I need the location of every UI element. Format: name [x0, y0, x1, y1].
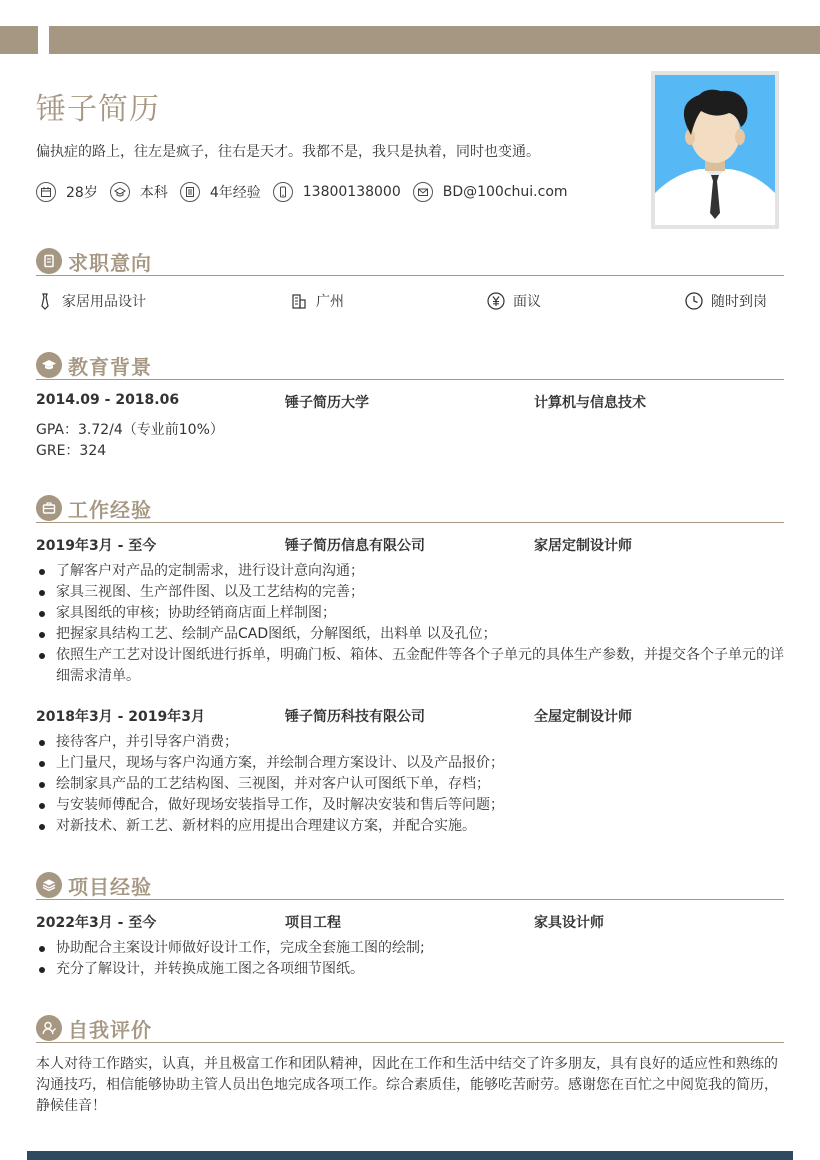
briefcase-icon: [36, 495, 62, 521]
education-period: 2014.09 - 2018.06: [36, 392, 180, 408]
self-evaluation-text: 本人对待工作踏实，认真，并且极富工作和团队精神，因此在工作和生活中结交了许多朋友，具有良好的适应性和熟练的沟通技巧，相信能够协助主管人员出色地完成各项工作。综合素质佳，能够吃苦耐劳。感谢您在百忙之中阅览我的简历，静候佳音！: [36, 1056, 778, 1114]
section-header-education: [36, 350, 784, 380]
intent-salary: [487, 291, 541, 311]
list-item: 与安装师傅配合，做好现场安装指导工作，及时解决安装和售后等问题；: [36, 795, 788, 816]
education-row: [36, 392, 784, 412]
document-icon: [180, 182, 200, 202]
person-icon: [36, 1015, 62, 1041]
section-header-project: [36, 870, 784, 900]
section-header-intent: [36, 246, 784, 276]
job-duties-list: [36, 732, 788, 837]
education-gpa: GPA：3.72/4（专业前10%）: [36, 422, 224, 438]
book-icon: [36, 248, 62, 274]
list-item: 家具图纸的审核；协助经销商店面上样制图；: [36, 603, 788, 624]
intent-city-text: 广州: [316, 294, 344, 310]
list-item: 协助配合主案设计师做好设计工作，完成全套施工图的绘制;: [36, 938, 788, 959]
job-role: 家居定制设计师: [534, 538, 632, 554]
job-period: 2019年3月 - 至今: [36, 538, 157, 554]
building-icon: [290, 292, 308, 310]
age-text: 28岁: [66, 185, 98, 201]
list-item: 接待客户，并引导客户消费；: [36, 732, 788, 753]
education-school: 锤子简历大学: [285, 395, 369, 411]
section-title-self: 自我评价: [68, 1018, 152, 1042]
resume-name: 锤子简历: [36, 92, 160, 127]
layers-icon: [36, 872, 62, 898]
intent-position: [36, 291, 146, 311]
job-role: 全屋定制设计师: [534, 709, 632, 725]
section-title-intent: 求职意向: [68, 251, 152, 275]
calendar-icon: [36, 182, 56, 202]
resume-motto: 偏执症的路上，往左是疯子，往右是天才。我都不是，我只是执着，同时也变通。: [36, 144, 540, 160]
degree-text: 本科: [139, 185, 168, 201]
profile-photo: [651, 71, 779, 229]
project-role: 家具设计师: [534, 915, 604, 931]
header-accent-left: [0, 26, 38, 54]
job-row: [36, 535, 784, 555]
intent-position-text: 家居用品设计: [62, 294, 146, 310]
phone-text: 13800138000: [302, 184, 401, 200]
intent-salary-text: 面议: [513, 294, 541, 310]
project-name: 项目工程: [285, 915, 341, 931]
email-text: BD@100chui.com: [442, 184, 568, 200]
education-gre: GRE：324: [36, 443, 107, 459]
yen-icon: [487, 292, 505, 310]
list-item: 了解客户对产品的定制需求，进行设计意向沟通；: [36, 561, 788, 582]
list-item: 上门量尺，现场与客户沟通方案，并绘制合理方案设计、以及产品报价；: [36, 753, 788, 774]
section-title-work: 工作经验: [68, 498, 152, 522]
list-item: 充分了解设计，并转换成施工图之各项细节图纸。: [36, 959, 788, 980]
job-period: 2018年3月 - 2019年3月: [36, 709, 205, 725]
list-item: 家具三视图、生产部件图、以及工艺结构的完善；: [36, 582, 788, 603]
section-header-work: [36, 493, 784, 523]
footer-bar: [27, 1151, 793, 1160]
job-company: 锤子简历科技有限公司: [285, 709, 425, 725]
education-major: 计算机与信息技术: [534, 395, 646, 411]
intent-availability-text: 随时到岗: [711, 294, 767, 310]
list-item: 依照生产工艺对设计图纸进行拆单，明确门板、箱体、五金配件等各个子单元的具体生产参数，并提交各个子单元的详细需求清单。: [36, 645, 788, 687]
intent-city: [290, 291, 344, 311]
cap-icon: [36, 352, 62, 378]
section-title-project: 项目经验: [68, 875, 152, 899]
job-company: 锤子简历信息有限公司: [285, 538, 425, 554]
section-header-self: [36, 1013, 784, 1043]
list-item: 把握家具结构工艺、绘制产品CAD图纸，分解图纸，出料单 以及孔位；: [36, 624, 788, 645]
project-duties-list: [36, 938, 788, 980]
header-accent-bar: [49, 26, 820, 54]
job-duties-list: [36, 561, 788, 687]
phone-icon: [273, 182, 293, 202]
section-title-education: 教育背景: [68, 355, 152, 379]
mail-icon: [413, 182, 433, 202]
clock-icon: [685, 292, 703, 310]
personal-info-row: [36, 181, 580, 203]
list-item: 绘制家具产品的工艺结构图、三视图，并对客户认可图纸下单，存档；: [36, 774, 788, 795]
list-item: 对新技术、新工艺、新材料的应用提出合理建议方案，并配合实施。: [36, 816, 788, 837]
graduation-icon: [110, 182, 130, 202]
job-row: [36, 706, 784, 726]
project-period: 2022年3月 - 至今: [36, 915, 157, 931]
tie-icon: [36, 292, 54, 310]
experience-text: 4年经验: [209, 185, 261, 201]
intent-availability: [685, 291, 767, 311]
project-row: [36, 912, 784, 932]
